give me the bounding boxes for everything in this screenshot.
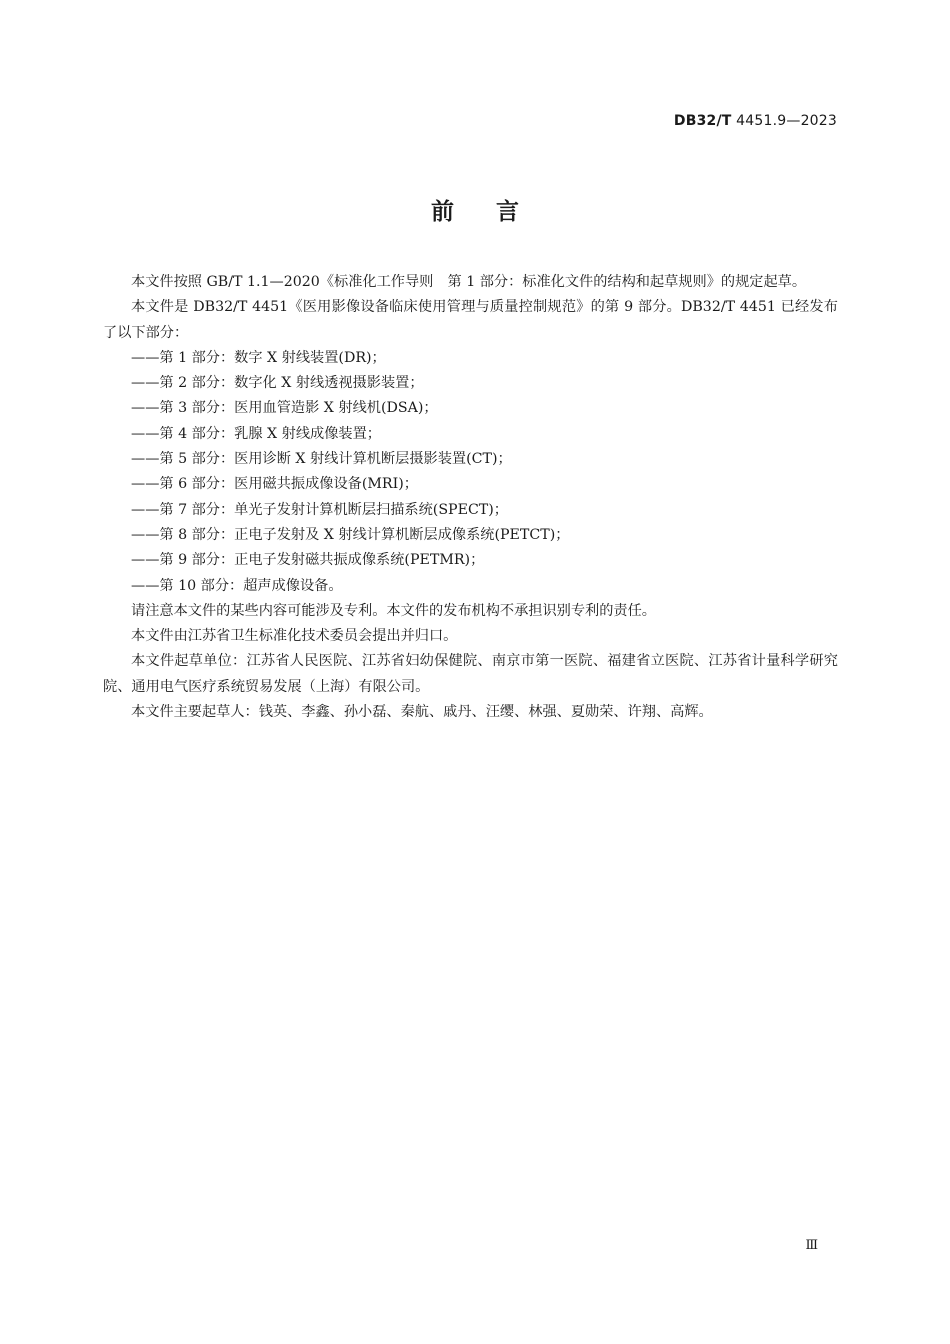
- document-code-prefix: DB32/T: [673, 113, 732, 129]
- paragraph-proposer: 本文件由江苏省卫生标准化技术委员会提出并归口。: [131, 628, 458, 645]
- list-item: ——第 6 部分：医用磁共振成像设备(MRI)；: [131, 476, 418, 493]
- list-item: ——第 1 部分：数字 X 射线装置(DR)；: [131, 349, 386, 366]
- document-code-number: 4451.9—2023: [731, 113, 837, 129]
- list-item: ——第 5 部分：医用诊断 X 射线计算机断层摄影装置(CT)；: [131, 451, 512, 468]
- list-item: ——第 3 部分：医用血管造影 X 射线机(DSA)；: [131, 400, 438, 417]
- paragraph-patent-notice: 请注意本文件的某些内容可能涉及专利。本文件的发布机构不承担识别专利的责任。: [131, 602, 656, 619]
- document-code: [674, 113, 837, 129]
- list-item: ——第 9 部分：正电子发射磁共振成像系统(PETMR)；: [131, 552, 485, 569]
- list-item: ——第 4 部分：乳腺 X 射线成像装置；: [131, 425, 381, 442]
- list-item: ——第 7 部分：单光子发射计算机断层扫描系统(SPECT)；: [131, 501, 508, 518]
- foreword-body: [103, 270, 838, 725]
- page-title: 前言: [431, 199, 561, 225]
- parts-list: [103, 346, 838, 599]
- list-item: ——第 2 部分：数字化 X 射线透视摄影装置；: [131, 375, 424, 392]
- list-item: ——第 8 部分：正电子发射及 X 射线计算机断层成像系统(PETCT)；: [131, 526, 570, 543]
- list-item: ——第 10 部分：超声成像设备。: [131, 577, 343, 594]
- page-number: Ⅲ: [805, 1238, 818, 1253]
- paragraph-drafting-rules: 本文件按照 GB/T 1.1—2020《标准化工作导则 第 1 部分：标准化文件的结构和起草规则》的规定起草。: [131, 274, 807, 290]
- paragraph-drafting-units: 本文件起草单位：江苏省人民医院、江苏省妇幼保健院、南京市第一医院、福建省立医院、江苏省计量科学研究院、通用电气医疗系统贸易发展（上海）有限公司。: [103, 653, 838, 695]
- paragraph-drafters: 本文件主要起草人：钱英、李鑫、孙小磊、秦航、戚丹、汪缨、林强、夏勋荣、许翔、高辉。: [131, 704, 713, 721]
- paragraph-series-intro: 本文件是 DB32/T 4451《医用影像设备临床使用管理与质量控制规范》的第 9 部分。DB32/T 4451 已经发布了以下部分：: [103, 299, 838, 341]
